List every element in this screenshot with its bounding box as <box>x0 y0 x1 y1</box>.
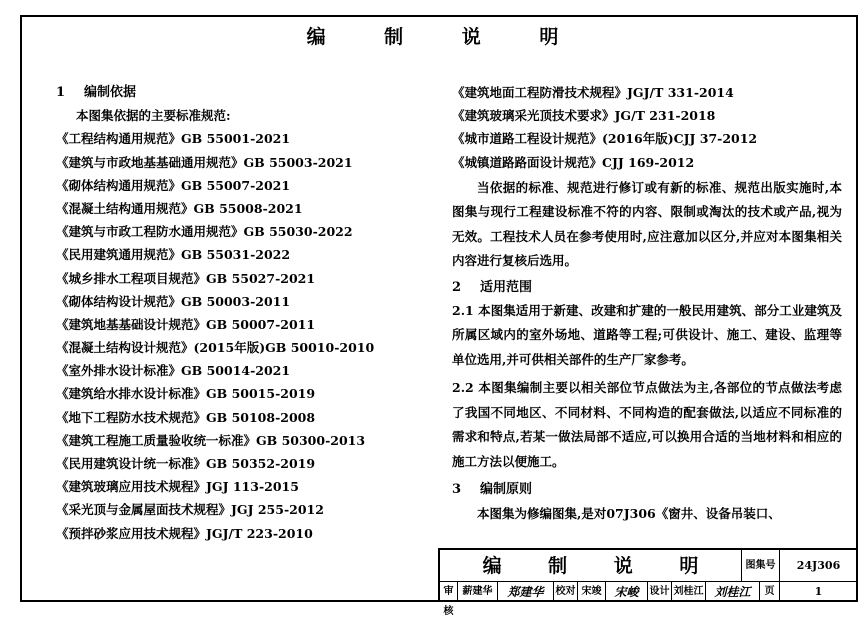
reference-item: 《城市道路工程设计规范》(2016年版)CJJ 37-2012 <box>452 131 758 147</box>
design-label: 设计 <box>648 582 672 602</box>
page-title: 编 制 说 明 <box>306 26 585 48</box>
section-2-heading <box>452 276 842 299</box>
reference-item: 《砌体结构通用规范》GB 55007-2021 <box>56 177 291 193</box>
reference-item: 《地下工程防水技术规范》GB 50108-2008 <box>56 409 316 425</box>
checker-name: 宋竣 <box>578 582 606 602</box>
reference-item: 《工程结构通用规范》GB 55001-2021 <box>56 131 291 147</box>
reference-item: 《城乡排水工程项目规范》GB 55027-2021 <box>56 270 316 286</box>
section-number: 1 <box>56 85 66 100</box>
reference-item: 《室外排水设计标准》GB 50014-2021 <box>56 363 291 379</box>
section-1-heading <box>56 81 446 104</box>
reference-item: 《建筑与市政地基基础通用规范》GB 55003-2021 <box>56 154 353 170</box>
page-number: 1 <box>780 582 858 602</box>
section-2-paragraph-1: 2.1 本图集适用于新建、改建和扩建的一般民用建筑、部分工业建筑及所属区域内的室外场地、道路等工程;可供设计、施工、建设、监理等单位选用,并可供相关部件的生产厂家参考。 <box>452 302 842 367</box>
left-column <box>56 81 446 545</box>
section-title: 适用范围 <box>480 279 533 295</box>
reference-item: 《建筑地基基础设计规范》GB 50007-2011 <box>56 316 316 332</box>
designer-signature: 刘桂江 <box>706 582 760 602</box>
designer-name: 刘桂江 <box>672 582 706 602</box>
section-3-paragraph-1: 本图集为修编图集,是对07J306《窗井、设备吊装口、 <box>477 505 781 521</box>
section-3-heading <box>452 478 842 501</box>
section-1-intro: 本图集依据的主要标准规范: <box>76 108 231 124</box>
section-1-note: 当依据的标准、规范进行修订或有新的标准、规范出版实施时,本图集与现行工程建设标准不符的内容、限制或淘汰的技术或产品,视为无效。工程技术人员在参考使用时,应注意加以区分,并应对本图集相关内容进行复核后选用。 <box>452 179 842 269</box>
checker-signature: 宋峻 <box>606 582 648 602</box>
reference-item: 《建筑与市政工程防水通用规范》GB 55030-2022 <box>56 224 353 240</box>
section-number: 2 <box>452 279 462 295</box>
section-title: 编制依据 <box>84 85 137 100</box>
reference-list-left <box>56 127 446 544</box>
reference-item: 《砌体结构设计规范》GB 50003-2011 <box>56 293 291 309</box>
reference-item: 《建筑工程施工质量验收统一标准》GB 50300-2013 <box>56 432 366 448</box>
reference-item: 《采光顶与金属屋面技术规程》JGJ 255-2012 <box>56 502 324 518</box>
reference-list-right <box>452 81 842 174</box>
section-title: 编制原则 <box>480 482 533 498</box>
reference-item: 《建筑地面工程防滑技术规程》JGJ/T 331-2014 <box>452 85 734 100</box>
reference-item: 《民用建筑设计统一标准》GB 50352-2019 <box>56 456 316 471</box>
reviewer-signature: 郑建华 <box>498 582 554 602</box>
check-label: 校对 <box>554 582 578 602</box>
reference-item: 《混凝土结构设计规范》(2015年版)GB 50010-2010 <box>56 340 375 356</box>
atlas-number: 24J306 <box>780 550 858 582</box>
title-block-name: 编 制 说 明 <box>440 550 742 582</box>
reference-item: 《预拌砂浆应用技术规程》JGJ/T 223-2010 <box>56 525 313 541</box>
page-label: 页 <box>760 582 780 602</box>
reference-item: 《混凝土结构通用规范》GB 55008-2021 <box>56 200 303 216</box>
right-column <box>452 81 842 526</box>
reference-item: 《城镇道路路面设计规范》CJJ 169-2012 <box>452 154 695 170</box>
reviewer-name: 薪建华 <box>458 582 498 602</box>
reference-item: 《建筑玻璃采光顶技术要求》JG/T 231-2018 <box>452 108 716 124</box>
title-block <box>438 548 858 617</box>
section-2-paragraph-2: 2.2 本图集编制主要以相关部位节点做法为主,各部位的节点做法考虑了我国不同地区、不同材料、不同构造的配套做法,以适应不同标准的需求和特点,若某一做法局部不适应,可以换用合适的当地材料和相应的施工方法以便施工。 <box>452 380 842 469</box>
reference-item: 《建筑玻璃应用技术规程》JGJ 113-2015 <box>56 479 299 495</box>
atlas-label: 图集号 <box>742 550 780 582</box>
review-label: 审核 <box>440 582 458 602</box>
reference-item: 《建筑给水排水设计标准》GB 50015-2019 <box>56 386 316 402</box>
section-number: 3 <box>452 482 462 498</box>
reference-item: 《民用建筑通用规范》GB 55031-2022 <box>56 247 291 263</box>
